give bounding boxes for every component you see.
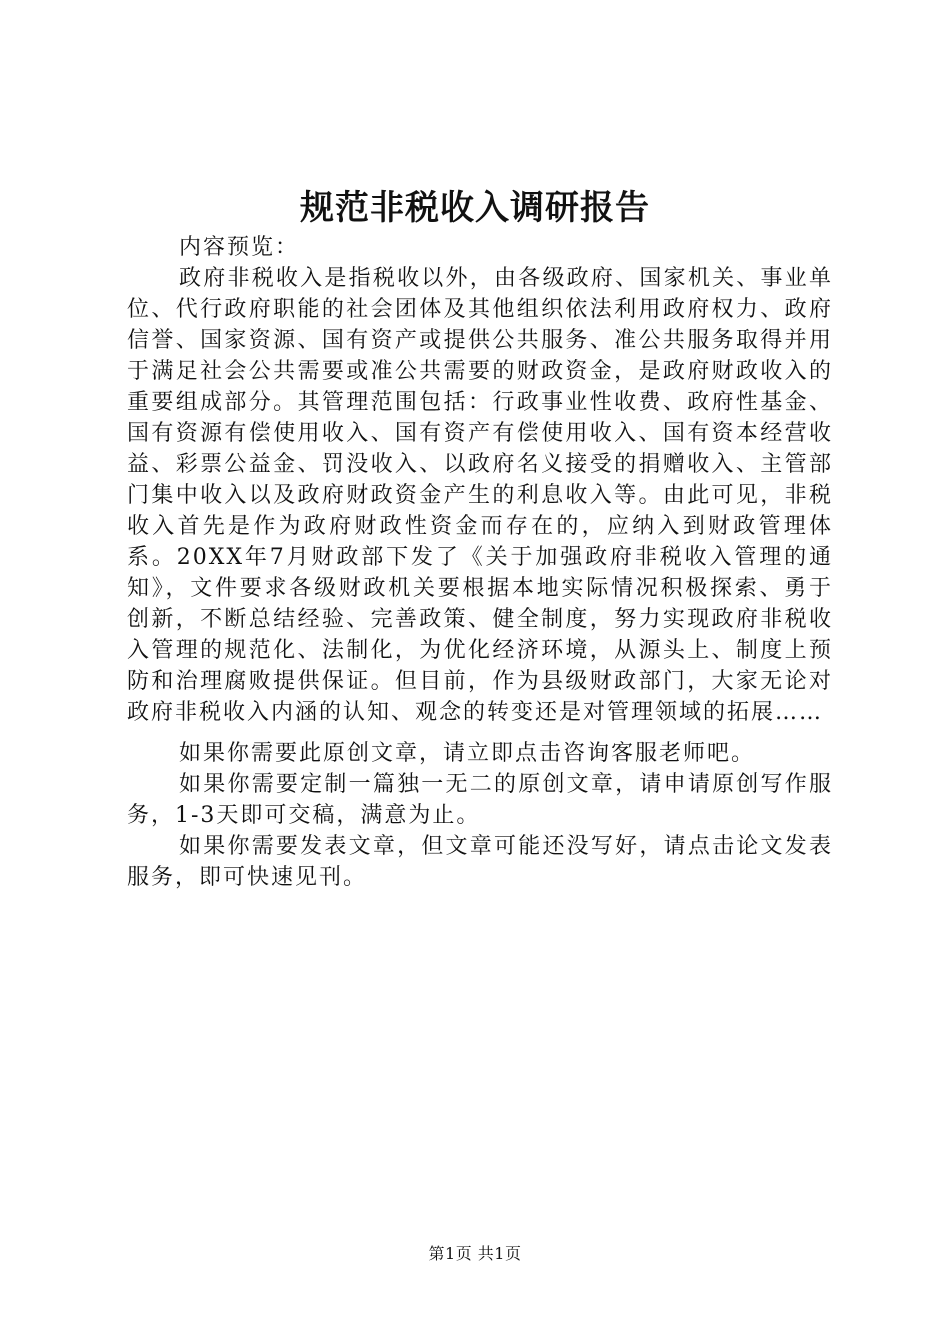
document-title: 规范非税收入调研报告 (300, 188, 650, 228)
promo-consult-paragraph[interactable]: 如果你需要此原创文章，请立即点击咨询客服老师吧。 (179, 741, 756, 766)
promo-custom-writing-paragraph[interactable]: 如果你需要定制一篇独一无二的原创文章，请申请原创写作服务，1-3天即可交稿，满意为止。 (127, 772, 833, 828)
preview-paragraph: 政府非税收入是指税收以外，由各级政府、国家机关、事业单位、代行政府职能的社会团体及其他组织依法利用政府权力、政府信誉、国家资源、国有资产或提供公共服务、准公共服务取得并用于满足社会公共需要或准公共需要的财政资金，是政府财政收入的重要组成部分。其管理范围包括：行政事业性收费、政府性基金、国有资源有偿使用收入、国有资产有偿使用收入、国有资本经营收益、彩票公益金、罚没收入、以政府名义接受的捐赠收入、主管部门集中收入以及政府财政资金产生的利息收入等。由此可见，非税收入首先是作为政府财政性资金而存在的，应纳入到财政管理体系。20XX年7月财政部下发了《关于加强政府非税收入管理的通知》，文件要求各级财政机关要根据本地实际情况积极探索、勇于创新，不断总结经验、完善政策、健全制度，努力实现政府非税收入管理的规范化、法制化，为优化经济环境，从源头上、制度上预防和治理腐败提供保证。但目前，作为县级财政部门，大家无论对政府非税收入内涵的认知、观念的转变还是对管理领域的拓展…… (127, 266, 833, 725)
promo-publish-paragraph[interactable]: 如果你需要发表文章，但文章可能还没写好，请点击论文发表服务，即可快速见刊。 (127, 834, 833, 890)
document-body (127, 232, 833, 893)
page-indicator: 第1页 共1页 (428, 1244, 522, 1263)
preview-label: 内容预览： (179, 235, 300, 260)
